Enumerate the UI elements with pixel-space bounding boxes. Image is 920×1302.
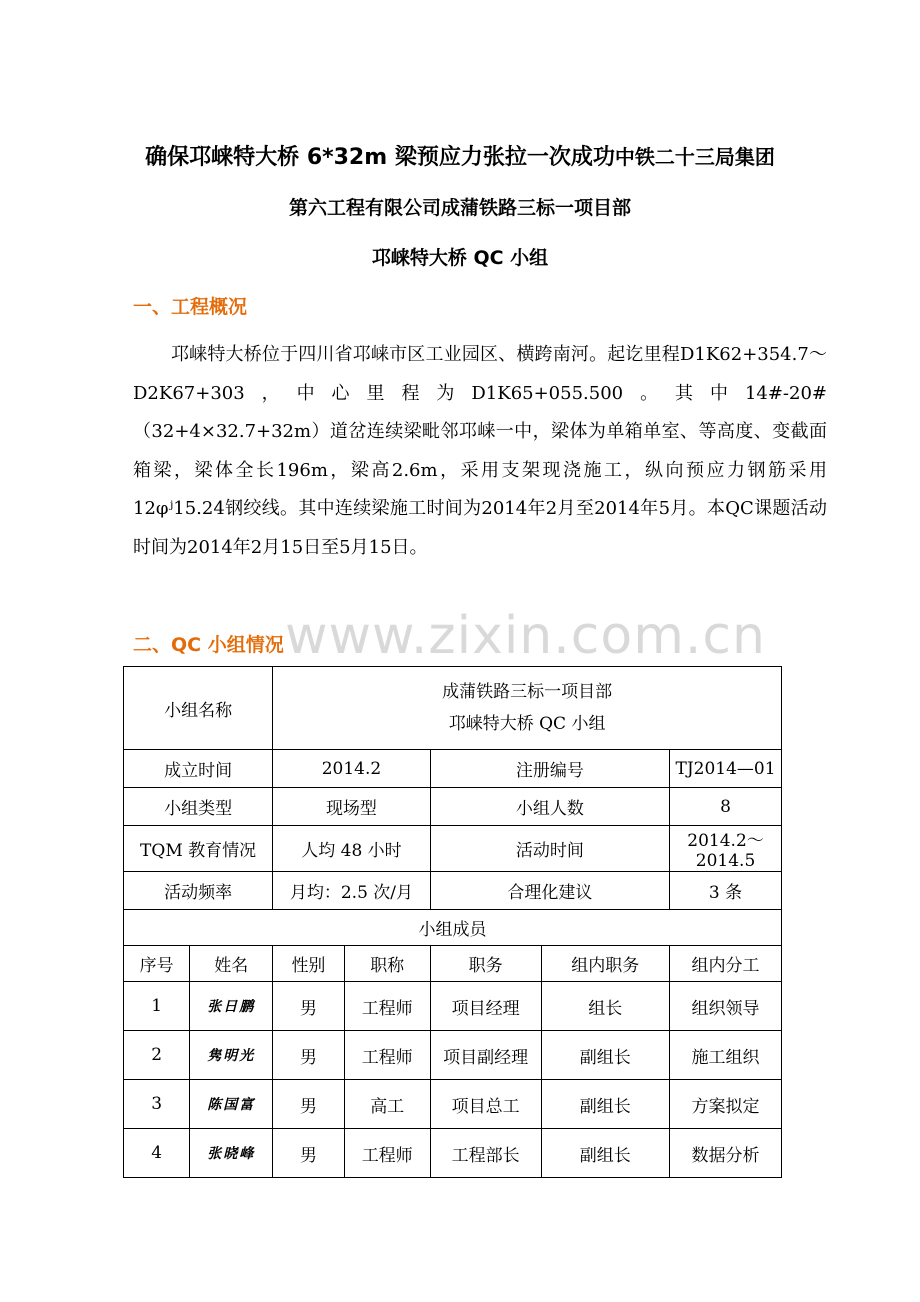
table-cell: 成立时间 [124,750,273,788]
table-cell: 副组长 [541,1031,669,1080]
table-row [124,910,782,946]
column-header: 姓名 [190,946,273,982]
section-heading-overview: 一、工程概况 [133,296,248,318]
subtitle-group: 邛崃特大桥 QC 小组 [371,247,549,269]
table-cell: 男 [273,1080,344,1129]
signature: 张晓峰 [190,1129,273,1178]
table-cell: 副组长 [541,1080,669,1129]
table-cell: 项目总工 [430,1080,541,1129]
table-cell: 合理化建议 [430,872,669,910]
table-cell: 4 [124,1129,190,1178]
table-cell: 副组长 [541,1129,669,1178]
table-cell: TQM 教育情况 [124,826,273,872]
table-cell: 组织领导 [670,982,782,1031]
members-header-row [124,946,782,982]
table-cell: 3 条 [670,872,782,910]
table-cell: 2 [124,1031,190,1080]
title-suffix: 中铁二十三局集团 [614,145,775,169]
table-cell: 工程师 [344,1129,430,1178]
members-title: 小组成员 [124,910,782,946]
table-row [124,788,782,826]
table-cell: 项目副经理 [430,1031,541,1080]
document-title [0,140,920,171]
column-header: 序号 [124,946,190,982]
table-cell: 工程师 [344,1031,430,1080]
watermark: www.zixin.com.cn [285,606,766,666]
table-cell: 施工组织 [670,1031,782,1080]
table-cell: 男 [273,1129,344,1178]
signature: 隽明光 [190,1031,273,1080]
member-row [124,1031,782,1080]
table-row [124,872,782,910]
section-heading-qc-group: 二、QC 小组情况 [133,634,284,656]
table-cell: 男 [273,1031,344,1080]
column-header: 职称 [344,946,430,982]
column-header: 职务 [430,946,541,982]
column-header: 性别 [273,946,344,982]
signature: 陈国富 [190,1080,273,1129]
table-cell: 现场型 [273,788,430,826]
column-header: 组内职务 [541,946,669,982]
table-cell: 3 [124,1080,190,1129]
subtitle-company: 第六工程有限公司成蒲铁路三标一项目部 [288,197,631,219]
table-cell: 1 [124,982,190,1031]
table-cell: 数据分析 [670,1129,782,1178]
table-cell: 活动频率 [124,872,273,910]
table-cell: 注册编号 [430,750,669,788]
qc-group-table [123,666,782,1178]
table-cell: 小组人数 [430,788,669,826]
column-header: 组内分工 [670,946,782,982]
table-row [124,826,782,872]
table-cell: 工程师 [344,982,430,1031]
table-cell: 工程部长 [430,1129,541,1178]
group-name-line2: 邛崃特大桥 QC 小组 [448,714,606,734]
table-row [124,667,782,750]
group-name-label: 小组名称 [124,667,273,750]
signature: 张日鹏 [190,982,273,1031]
table-cell: 月均：2.5 次/月 [273,872,430,910]
title-main: 确保邛崃特大桥 6*32m 梁预应力张拉一次成功 [145,145,615,170]
table-cell: 组长 [541,982,669,1031]
overview-paragraph: 邛崃特大桥位于四川省邛崃市区工业园区、横跨南河。起讫里程D1K62+354.7～D2K67+303，中心里程为D1K65+055.500。其中14#-20#（32+4×32.7+32m）道岔连续梁毗邻邛崃一中，梁体为单箱单室、等高度、变截面箱梁，梁体全长196m，梁高2.6m，采用支架现浇施工，纵向预应力钢筋采用12φʲ15.24钢绞线。其中连续梁施工时间为2014年2月至2014年5月。本QC课题活动时间为2014年2月15日至5月15日。 [133,344,827,558]
group-name-line1: 成蒲铁路三标一项目部 [442,682,613,702]
table-cell: 8 [670,788,782,826]
table-cell: 2014.2～2014.5 [670,826,782,872]
table-cell: 活动时间 [430,826,669,872]
table-cell: TJ2014—01 [670,750,782,788]
table-cell: 方案拟定 [670,1080,782,1129]
table-row [124,750,782,788]
table-cell: 小组类型 [124,788,273,826]
member-row [124,982,782,1031]
member-row [124,1129,782,1178]
table-cell: 男 [273,982,344,1031]
table-cell: 人均 48 小时 [273,826,430,872]
table-cell: 高工 [344,1080,430,1129]
member-row [124,1080,782,1129]
table-cell: 项目经理 [430,982,541,1031]
group-name-value [273,667,782,750]
table-cell: 2014.2 [273,750,430,788]
